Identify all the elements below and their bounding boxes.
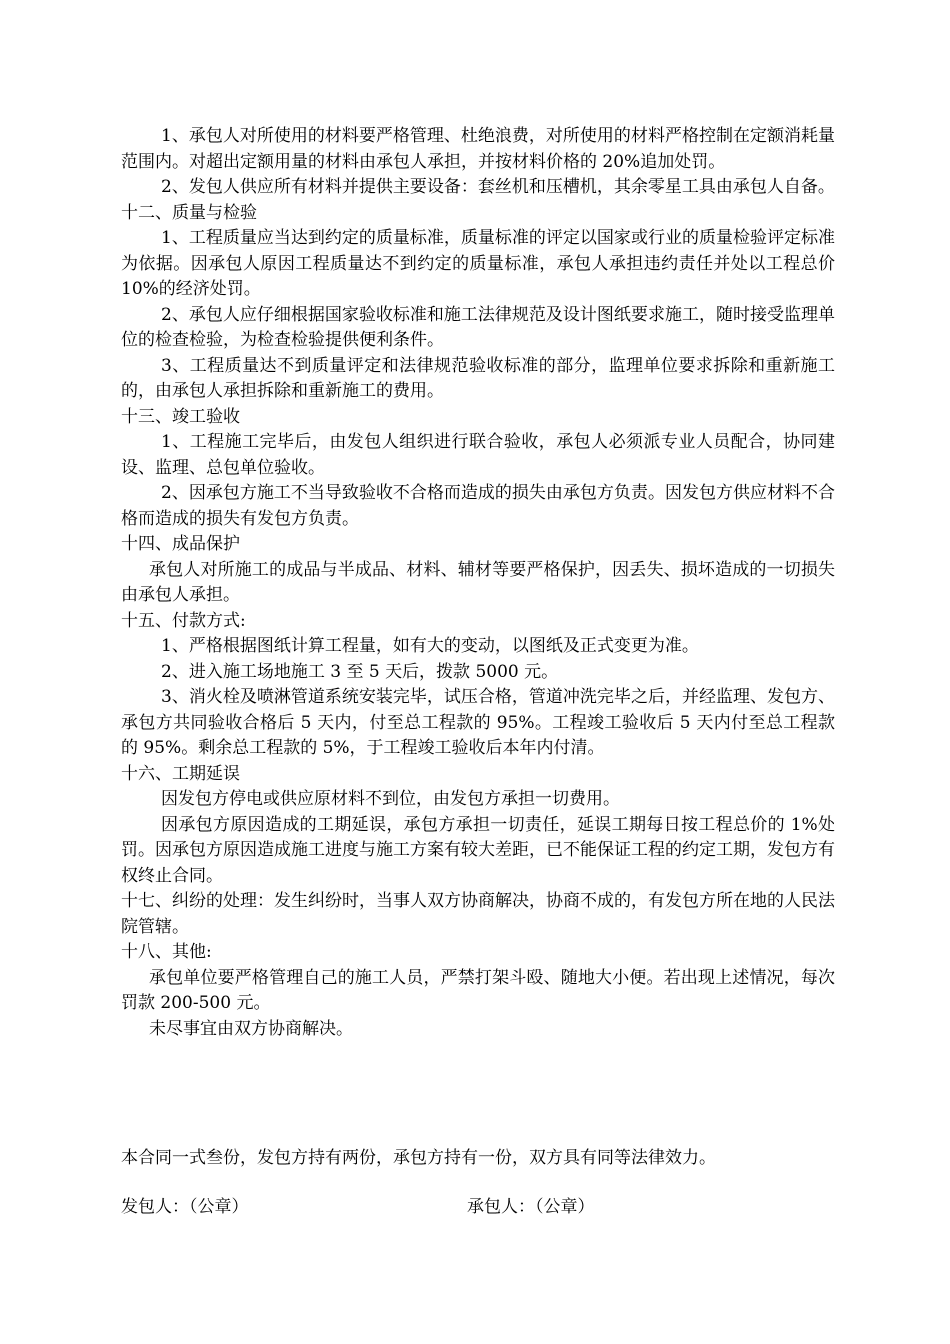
contract-body (121, 124, 835, 1042)
section-heading: 十八、其他: (121, 942, 212, 962)
section-heading: 十二、质量与检验 (121, 202, 257, 223)
clause-paragraph: 1、严格根据图纸计算工程量，如有大的变动，以图纸及正式变更为准。 (161, 636, 699, 656)
clause-paragraph: 因发包方停电或供应原材料不到位，由发包方承担一切费用。 (161, 789, 620, 809)
party-a-signature: 发包人：（公章） (121, 1197, 249, 1217)
clause-paragraph: 承包人对所施工的成品与半成品、材料、辅材等要严格保护，因丢失、损坏造成的一切损失由承包人承担。 (121, 559, 835, 605)
clause-paragraph: 3、工程质量达不到质量评定和法律规范验收标准的部分，监理单位要求拆除和重新施工的，由承包人承担拆除和重新施工的费用。 (121, 355, 835, 401)
clause-paragraph: 2、承包人应仔细根据国家验收标准和施工法律规范及设计图纸要求施工，随时接受监理单位的检查检验，为检查检验提供便利条件。 (121, 304, 835, 350)
clause-paragraph: 2、因承包方施工不当导致验收不合格而造成的损失由承包方负责。因发包方供应材料不合格而造成的损失有发包方负责。 (121, 483, 835, 529)
clause-paragraph: 2、进入施工场地施工 3 至 5 天后，拨款 5000 元。 (161, 661, 559, 682)
clause-paragraph: 1、承包人对所使用的材料要严格管理、杜绝浪费，对所使用的材料严格控制在定额消耗量范围内。对超出定额用量的材料由承包人承担，并按材料价格的 20%追加处罚。 (121, 126, 835, 172)
clause-paragraph: 1、工程质量应当达到约定的质量标准，质量标准的评定以国家或行业的质量检验评定标准为依据。因承包人原因工程质量达不到约定的质量标准，承包人承担违约责任并处以工程总价 10%的经济处罚。 (121, 228, 835, 299)
clause-paragraph: 未尽事宜由双方协商解决。 (149, 1018, 353, 1039)
clause-paragraph: 2、发包人供应所有材料并提供主要设备：套丝机和压槽机，其余零星工具由承包人自备。 (161, 177, 835, 197)
clause-paragraph: 承包单位要严格管理自己的施工人员，严禁打架斗殴、随地大小便。若出现上述情况，每次罚款 200-500 元。 (121, 967, 835, 1013)
clause-paragraph: 十七、纠纷的处理：发生纠纷时，当事人双方协商解决，协商不成的，有发包方所在地的人民法院管辖。 (121, 891, 835, 937)
clause-paragraph: 因承包方原因造成的工期延误，承包方承担一切责任，延误工期每日按工程总价的 1%处罚。因承包方原因造成施工进度与施工方案有较大差距，已不能保证工程的约定工期，发包方有权终止合同。 (121, 814, 835, 886)
section-heading: 十四、成品保护 (121, 534, 240, 554)
section-heading: 十三、竣工验收 (121, 406, 240, 427)
clause-paragraph: 3、消火栓及喷淋管道系统安装完毕，试压合格，管道冲洗完毕之后，并经监理、发包方、承包方共同验收合格后 5 天内，付至总工程款的 95%。工程竣工验收后 5 天内付至总工程款的 95%。剩余总工程款的 5%，于工程竣工验收后本年内付清。 (121, 687, 835, 758)
copies-statement: 本合同一式叁份，发包方持有两份，承包方持有一份，双方具有同等法律效力。 (121, 1148, 716, 1168)
clause-paragraph: 1、工程施工完毕后，由发包人组织进行联合验收，承包人必须派专业人员配合，协同建设、监理、总包单位验收。 (121, 432, 835, 478)
section-heading: 十五、付款方式: (121, 610, 246, 631)
section-heading: 十六、工期延误 (121, 763, 240, 784)
party-b-signature: 承包人：（公章） (467, 1197, 595, 1217)
